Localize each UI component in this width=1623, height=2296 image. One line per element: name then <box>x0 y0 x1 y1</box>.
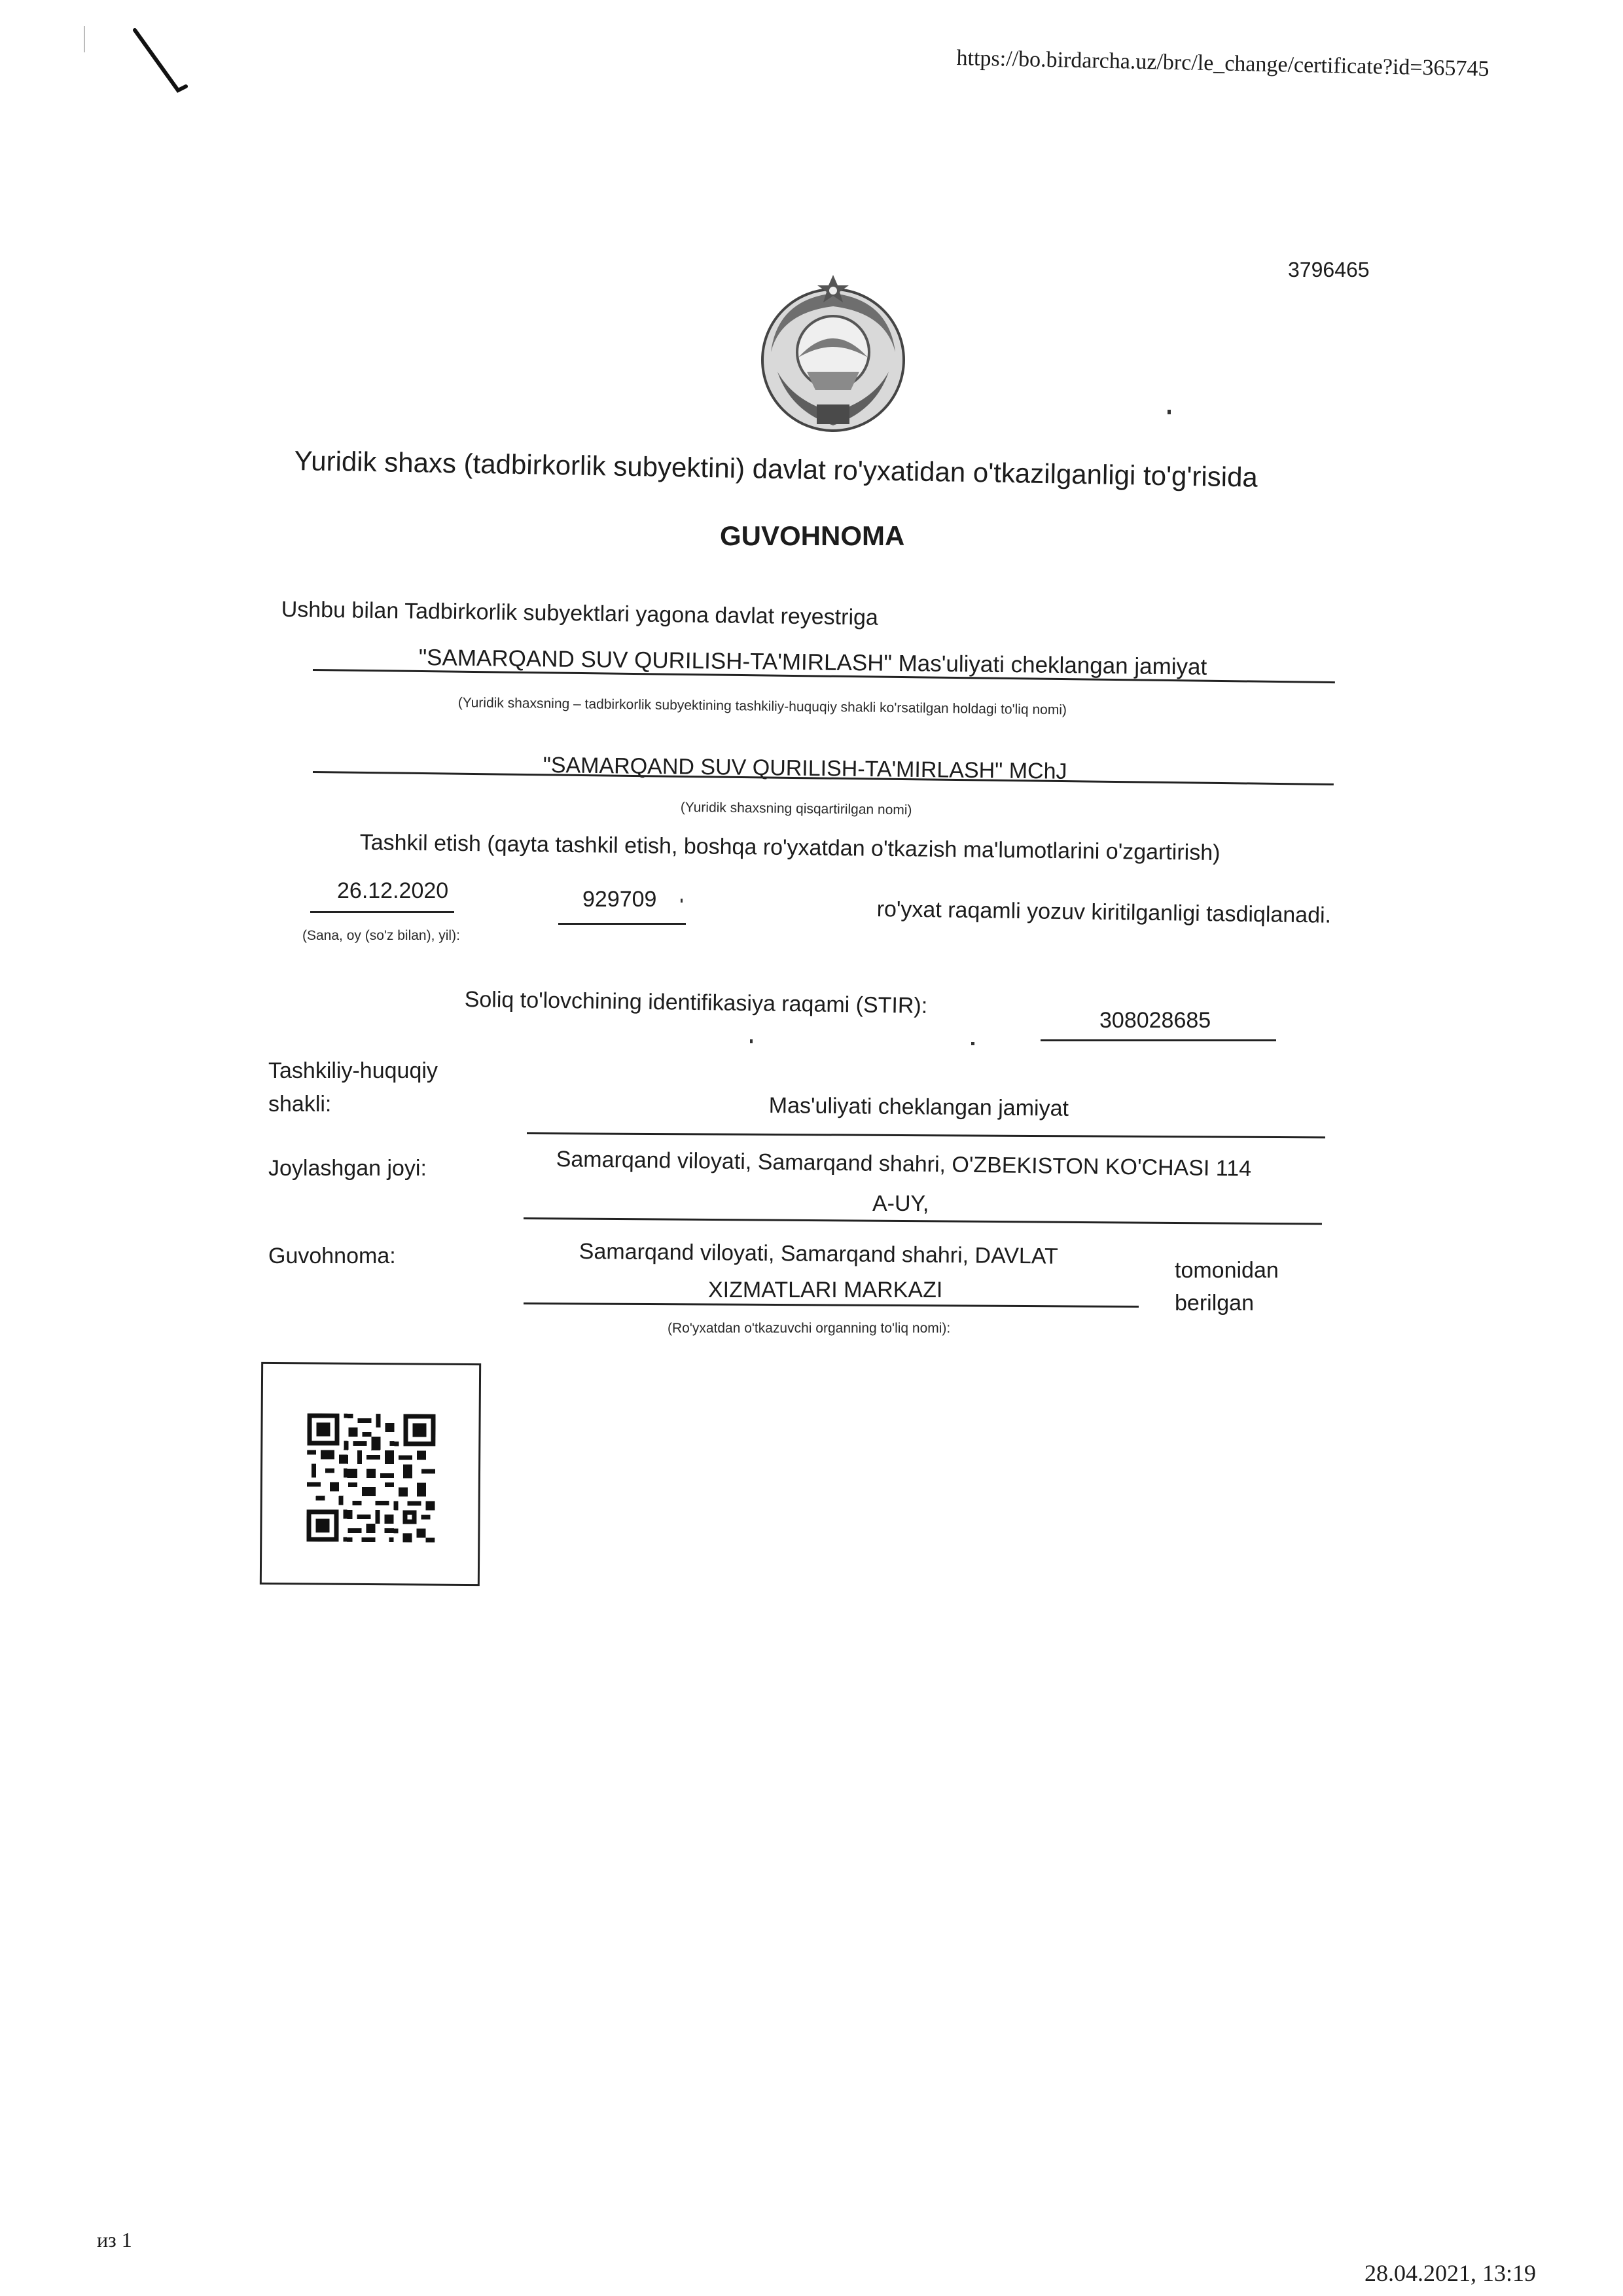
source-url: https://bo.birdarcha.uz/brc/le_change/certificate?id=365745 <box>956 46 1489 82</box>
issuer-suffix-line2: berilgan <box>1175 1291 1254 1316</box>
underline-date <box>310 911 454 913</box>
legal-form-label-line2: shakli: <box>268 1092 332 1117</box>
document-heading: GUVOHNOMA <box>720 520 905 551</box>
print-timestamp: 28.04.2021, 13:19 <box>1364 2260 1537 2286</box>
underline-record-number <box>558 923 686 925</box>
state-emblem-icon <box>751 274 915 437</box>
qr-code-icon[interactable] <box>306 1413 435 1542</box>
legal-form-label-line1: Tashkiliy-huquqiy <box>268 1058 438 1083</box>
underline-tin <box>1041 1039 1276 1041</box>
scan-speck <box>750 1039 753 1043</box>
scan-speck <box>681 899 683 903</box>
scan-mark-stroke <box>131 26 190 98</box>
underline-legal-form <box>527 1132 1325 1138</box>
registration-date: 26.12.2020 <box>337 878 449 903</box>
date-caption: (Sana, oy (so'z bilan), yil): <box>302 928 460 943</box>
record-number: 929709 <box>582 887 657 912</box>
intro-text: Ushbu bilan Tadbirkorlik subyektlari yagona davlat reyestriga <box>281 597 879 630</box>
registration-action: Tashkil etish (qayta tashkil etish, boshqa ro'yxatdan o'tkazish ma'lumotlarini o'zgartirish) <box>359 830 1221 866</box>
document-title: Yuridik shaxs (tadbirkorlik subyektini) davlat ro'yxatidan o'tkazilganligi to'g'risida <box>294 445 1258 493</box>
tin-value: 308028685 <box>1099 1008 1211 1033</box>
scan-speck <box>971 1042 974 1045</box>
qr-code-frame <box>260 1362 481 1586</box>
tin-label: Soliq to'lovchining identifikasiya raqami (STIR): <box>464 987 928 1018</box>
scan-speck <box>1168 410 1171 414</box>
document-number: 3796465 <box>1288 258 1370 281</box>
issuer-caption: (Ro'yxatdan o'tkazuvchi organning to'liq nomi): <box>668 1321 951 1336</box>
scan-edge-mark <box>84 26 85 52</box>
short-company-name: "SAMARQAND SUV QURILISH-TA'MIRLASH" MChJ <box>543 753 1067 784</box>
legal-form-value: Mas'uliyati cheklangan jamiyat <box>768 1093 1069 1121</box>
full-company-name: "SAMARQAND SUV QURILISH-TA'MIRLASH" Mas'uliyati cheklangan jamiyat <box>418 645 1207 680</box>
location-label: Joylashgan joyi: <box>268 1156 427 1181</box>
short-name-caption: (Yuridik shaxsning qisqartirilgan nomi) <box>680 800 912 818</box>
issuer-label: Guvohnoma: <box>268 1244 396 1268</box>
full-name-caption: (Yuridik shaxsning – tadbirkorlik subyektining tashkiliy-huquqiy shakli ko'rsatilgan holdagi to'liq nomi) <box>457 695 1067 718</box>
underline-location <box>524 1217 1322 1225</box>
issuer-value-line2: XIZMATLARI MARKAZI <box>708 1278 943 1302</box>
location-value-line1: Samarqand viloyati, Samarqand shahri, O'ZBEKISTON KO'CHASI 114 <box>556 1147 1252 1181</box>
underline-issuer <box>524 1302 1139 1308</box>
confirmation-text: ro'yxat raqamli yozuv kiritilganligi tasdiqlanadi. <box>876 897 1332 928</box>
issuer-value-line1: Samarqand viloyati, Samarqand shahri, DAVLAT <box>579 1239 1058 1269</box>
location-value-line2: A-UY, <box>872 1191 929 1216</box>
page-count: из 1 <box>97 2228 132 2251</box>
issuer-suffix-line1: tomonidan <box>1175 1258 1279 1283</box>
